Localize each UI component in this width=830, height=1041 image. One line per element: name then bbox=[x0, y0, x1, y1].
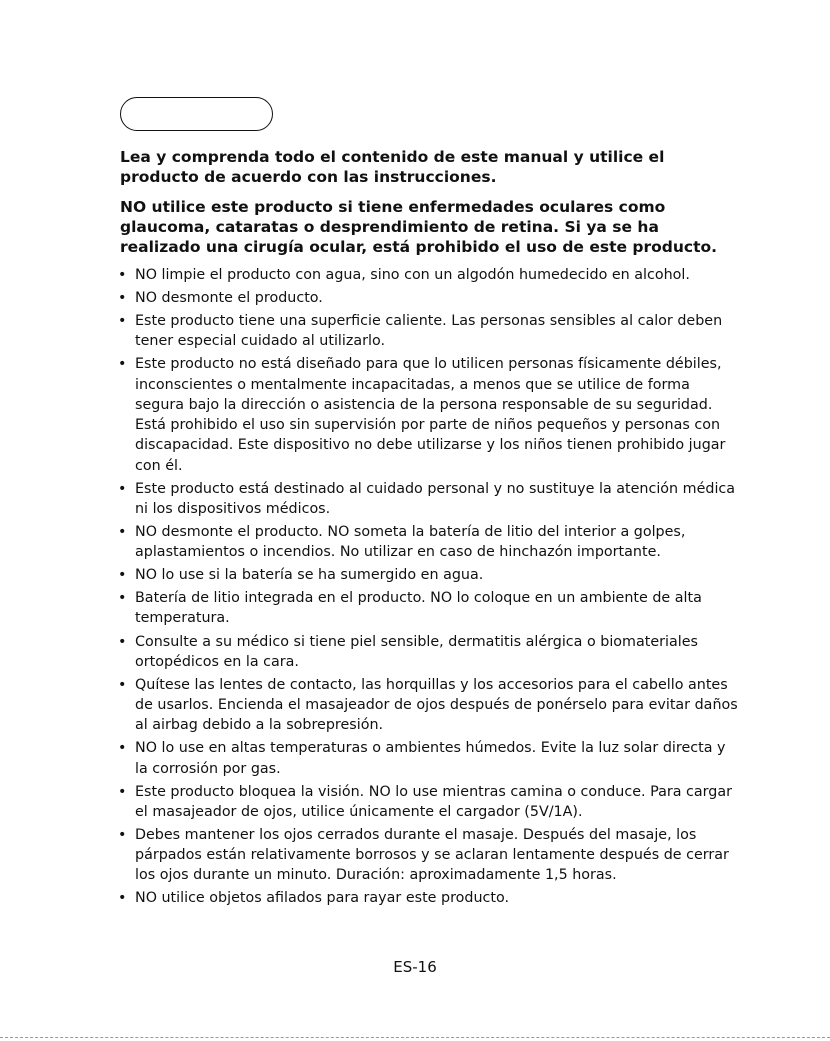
bullet-item: • NO limpie el producto con agua, sino con un algodón humedecido en alcohol. bbox=[118, 265, 740, 285]
bullet-item: • Este producto tiene una superficie caliente. Las personas sensibles al calor deben tener especial cuidado al utilizarlo. bbox=[118, 311, 740, 351]
page-number: ES-16 bbox=[393, 958, 437, 976]
bullet-item: • NO lo use si la batería se ha sumergido en agua. bbox=[118, 565, 740, 585]
bullet-item: • Este producto está destinado al cuidado personal y no sustituye la atención médica ni los dispositivos médicos. bbox=[118, 479, 740, 519]
bullet-item: • Consulte a su médico si tiene piel sensible, dermatitis alérgica o biomateriales ortopédicos en la cara. bbox=[118, 632, 740, 672]
safety-bullet-list bbox=[118, 265, 740, 912]
warning-paragraph-2: NO utilice este producto si tiene enfermedades oculares como glaucoma, cataratas o desprendimiento de retina. Si ya se ha realizado una cirugía ocular, está prohibido el uso de este producto. bbox=[120, 198, 718, 256]
bullet-item: • Batería de litio integrada en el producto. NO lo coloque en un ambiente de alta temperatura. bbox=[118, 588, 740, 628]
bullet-item: • Este producto no está diseñado para que lo utilicen personas físicamente débiles, inconscientes o mentalmente incapacitadas, a menos que se utilice de forma segura bajo la dirección o asistencia de la persona responsable de su seguridad. Está prohibido el uso sin supervisión por parte de niños pequeños y personas con discapacidad. Este dispositivo no debe utilizarse y los niños tienen prohibido jugar con él. bbox=[118, 354, 740, 475]
bullet-item: • NO desmonte el producto. NO someta la batería de litio del interior a golpes, aplastamientos o incendios. No utilizar en caso de hinchazón importante. bbox=[118, 522, 740, 562]
bullet-item: • Quítese las lentes de contacto, las horquillas y los accesorios para el cabello antes de usarlos. Encienda el masajeador de ojos después de ponérselo para evitar daños al airbag debido a la sobrepresión. bbox=[118, 675, 740, 736]
bullet-item: • NO lo use en altas temperaturas o ambientes húmedos. Evite la luz solar directa y la corrosión por gas. bbox=[118, 738, 740, 778]
page-bottom-divider bbox=[0, 1037, 830, 1038]
bullet-item: • NO desmonte el producto. bbox=[118, 288, 740, 308]
bullet-item: • NO utilice objetos afilados para rayar este producto. bbox=[118, 888, 740, 908]
section-header-pill bbox=[120, 97, 273, 131]
bullet-item: • Este producto bloquea la visión. NO lo use mientras camina o conduce. Para cargar el masajeador de ojos, utilice únicamente el cargador (5V/1A). bbox=[118, 782, 740, 822]
warning-paragraph-1: Lea y comprenda todo el contenido de este manual y utilice el producto de acuerdo con las instrucciones. bbox=[120, 148, 665, 186]
bullet-item: • Debes mantener los ojos cerrados durante el masaje. Después del masaje, los párpados están relativamente borrosos y se aclaran lentamente después de cerrar los ojos durante un minuto. Duración: aproximadamente 1,5 horas. bbox=[118, 825, 740, 886]
warning-block bbox=[120, 147, 730, 267]
